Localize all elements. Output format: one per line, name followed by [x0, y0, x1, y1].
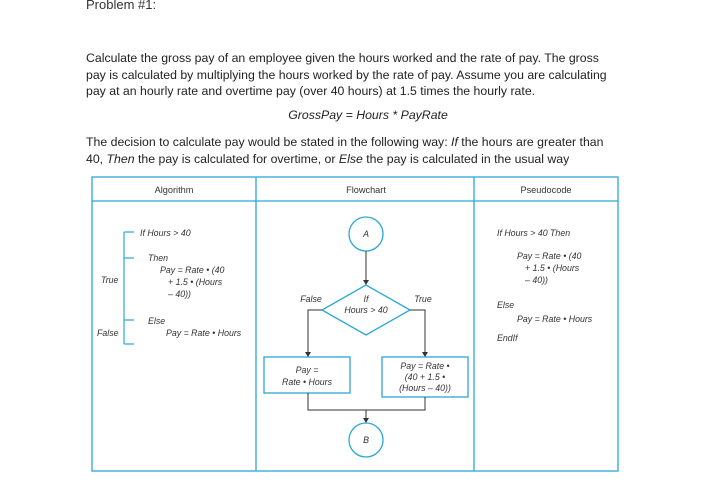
true-branch-label: True: [414, 294, 432, 304]
keyword-then: Then: [106, 151, 135, 166]
arrowhead: [363, 418, 369, 423]
algorithm-false-label: False: [97, 328, 119, 338]
algorithm-then-line-2: + 1.5 • (Hours: [168, 277, 223, 287]
connector-b-label: B: [363, 435, 369, 445]
header-flowchart: Flowchart: [346, 185, 386, 195]
regular-pay-line-2: Rate • Hours: [281, 377, 333, 387]
false-branch-label: False: [300, 294, 322, 304]
header-algorithm: Algorithm: [154, 185, 194, 195]
decision-text: The decision to calculate pay would be stated in the following way:: [86, 135, 452, 149]
algorithm-else-line-1: Pay = Rate • Hours: [166, 328, 242, 338]
flow-line: [308, 310, 322, 353]
process-regular-pay: [264, 357, 350, 393]
decision-text: the pay is calculated for overtime, or: [134, 151, 339, 166]
overtime-pay-line-3: (Hours – 40)): [399, 383, 451, 393]
connector-a-label: A: [363, 229, 369, 239]
pseudocode-line-4: – 40)): [525, 275, 548, 285]
gross-pay-formula: GrossPay = Hours * PayRate: [288, 108, 448, 122]
pseudocode-line-3: + 1.5 • (Hours: [525, 263, 580, 273]
pseudocode-line-6: Pay = Rate • Hours: [517, 314, 593, 324]
overtime-pay-line-1: Pay = Rate •: [400, 361, 450, 371]
arrowhead: [305, 352, 311, 357]
flow-line: [410, 310, 425, 353]
algorithm-then-line-1: Pay = Rate • (40: [160, 265, 225, 275]
keyword-if: If: [451, 135, 458, 149]
pseudocode-line-5: Else: [497, 300, 515, 310]
algorithm-else: Else: [148, 316, 166, 326]
algorithm-then: Then: [148, 253, 169, 263]
description-line-1: Calculate the gross pay of an employee given the hours worked and the rate of pay. The gross: [86, 51, 599, 65]
decision-text: the hours are greater than: [457, 135, 604, 149]
problem-heading: Problem #1:: [86, 0, 157, 12]
arrowhead: [363, 280, 369, 285]
decision-line-1: If: [363, 294, 369, 304]
regular-pay-line-1: Pay =: [295, 365, 319, 375]
arrowhead: [422, 352, 428, 357]
overtime-pay-line-2: (40 + 1.5 •: [404, 372, 446, 382]
decision-line-2: Hours > 40: [344, 305, 388, 315]
algorithm-true-label: True: [101, 275, 119, 285]
description-line-3: pay at an hourly rate and overtime pay (over 40 hours) at 1.5 times the hourly rate.: [86, 84, 536, 98]
algorithm-then-line-3: – 40)): [168, 289, 191, 299]
pseudocode-line-2: Pay = Rate • (40: [517, 251, 582, 261]
pseudocode-line-7: EndIf: [497, 333, 518, 343]
pseudocode-line-1: If Hours > 40 Then: [497, 228, 571, 238]
header-pseudocode: Pseudocode: [520, 185, 572, 195]
decision-text: the pay is calculated in the usual way: [362, 151, 570, 166]
keyword-else: Else: [338, 151, 363, 166]
decision-text: 40,: [86, 151, 107, 166]
description-line-2: pay is calculated by multiplying the hours worked by the rate of pay. Assume you are calculating: [86, 67, 607, 82]
algorithm-if: If Hours > 40: [140, 228, 191, 238]
